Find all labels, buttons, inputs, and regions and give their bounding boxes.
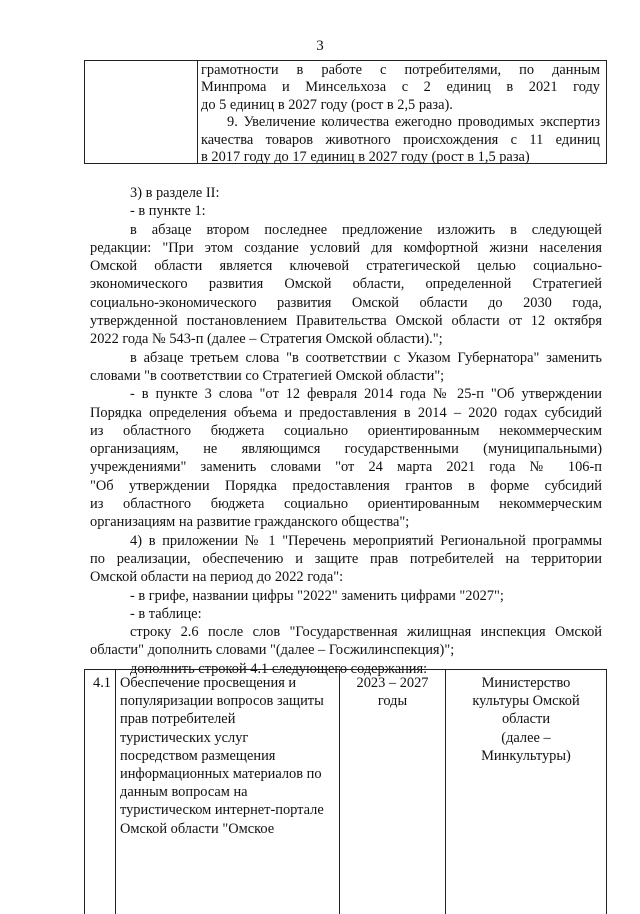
description-line: информационных материалов по <box>120 766 322 783</box>
text-line: строку 2.6 после слов "Государственная жилищная инспекция Омской <box>130 624 602 641</box>
description-line: туристическом интернет-портале <box>120 802 324 819</box>
text-line: словами "в соответствии со Стратегией Омской области"; <box>90 367 445 384</box>
text-line: 2022 года № 543-п (далее – Стратегия Омской области)."; <box>90 331 443 348</box>
description-cell <box>116 670 340 914</box>
text-line: "Об утверждении Порядка предоставления грантов в форме субсидий <box>90 477 602 494</box>
text-line: организациям, не являющимся государственными (муниципальными) <box>90 441 602 458</box>
period-years: 2023 – 2027 <box>356 675 429 691</box>
text-line: социально-экономического развития Омской области до 2030 года, <box>90 294 602 311</box>
text-line: в абзаце третьем слова "в соответствии с Указом Губернатора" заменить <box>130 349 602 366</box>
text-line: 4) в приложении № 1 "Перечень мероприятий Региональной программы <box>130 532 602 549</box>
executor-cell <box>446 670 606 914</box>
table-line: грамотности в работе с потребителями, по данным <box>201 62 600 78</box>
text-line: 3) в разделе II: <box>130 185 220 201</box>
text-line: учреждениями" заменить словами "от 24 марта 2021 года № 106-п <box>90 459 602 476</box>
text-line: дополнить строкой 4.1 следующего содержания: <box>130 660 428 677</box>
description-line: данным вопросам на <box>120 784 248 801</box>
amendment-text <box>90 184 602 678</box>
executor-line: Министерство <box>481 675 571 691</box>
table-line: качества товаров животного происхождения с 11 единиц <box>201 131 600 148</box>
text-line: из областного бюджета социально ориентированным некоммерческим <box>90 496 602 513</box>
table-line: Минпрома и Минсельхоза с 2 единиц в 2021 году <box>201 79 600 96</box>
text-line: из областного бюджета социально ориентированным некоммерческим <box>90 422 602 439</box>
table-text-cell <box>201 62 600 166</box>
executor-line: области <box>501 711 551 728</box>
text-line: области" дополнить словами "(далее – Госжилинспекция)"; <box>90 642 455 659</box>
page-number: 3 <box>316 38 324 54</box>
new-row-table <box>84 669 607 914</box>
row-number-cell <box>85 670 116 914</box>
text-line: - в грифе, названии цифры "2022" заменить цифрами "2027"; <box>130 587 504 604</box>
text-line: организациям на развитие гражданского общества"; <box>90 514 410 531</box>
row-number: 4.1 <box>93 675 111 691</box>
description-line: Обеспечение просвещения и <box>120 675 297 691</box>
text-line: - в таблице: <box>130 605 202 622</box>
text-line: по реализации, обеспечению и защите прав потребителей на территории <box>90 550 602 567</box>
text-line: экономического развития Омской области, определенной Стратегией <box>90 276 602 293</box>
description-line: туристических услуг <box>120 729 249 746</box>
executor-line: культуры Омской <box>472 693 580 710</box>
table-line: в 2017 году до 17 единиц в 2027 году (рост в 1,5 раза) <box>201 149 530 166</box>
executor-line: (далее – <box>501 729 551 746</box>
text-line: - в пункте 3 слова "от 12 февраля 2014 года № 25-п "Об утверждении <box>130 386 602 403</box>
text-line: Омской области на период до 2022 года": <box>90 569 344 586</box>
description-line: популяризации вопросов защиты <box>120 693 324 710</box>
text-line: утвержденной постановлением Правительства Омской области от 12 октября <box>90 313 602 330</box>
table-line: до 5 единиц в 2027 году (рост в 2,5 раза). <box>201 96 453 113</box>
description-line: посредством размещения <box>120 747 276 764</box>
period-label: годы <box>377 693 408 710</box>
text-line: - в пункте 1: <box>130 203 206 220</box>
text-line: редакции: "При этом создание условий для комфортной жизни населения <box>90 239 602 256</box>
executor-line: Минкультуры) <box>481 747 571 764</box>
table-line: 9. Увеличение количества ежегодно проводимых экспертиз <box>227 114 600 131</box>
text-line: в абзаце втором последнее предложение изложить в следующей <box>130 221 602 238</box>
period-cell <box>340 670 446 914</box>
table-empty-column <box>85 61 198 163</box>
text-line: Порядка определения объема и предоставления в 2014 – 2020 годах субсидий <box>90 404 602 421</box>
continuation-table <box>84 60 607 164</box>
description-line: Омской области "Омское <box>120 820 275 837</box>
text-line: Омской области является ключевой стратегической целью социально- <box>90 258 602 275</box>
description-line: прав потребителей <box>120 711 236 728</box>
